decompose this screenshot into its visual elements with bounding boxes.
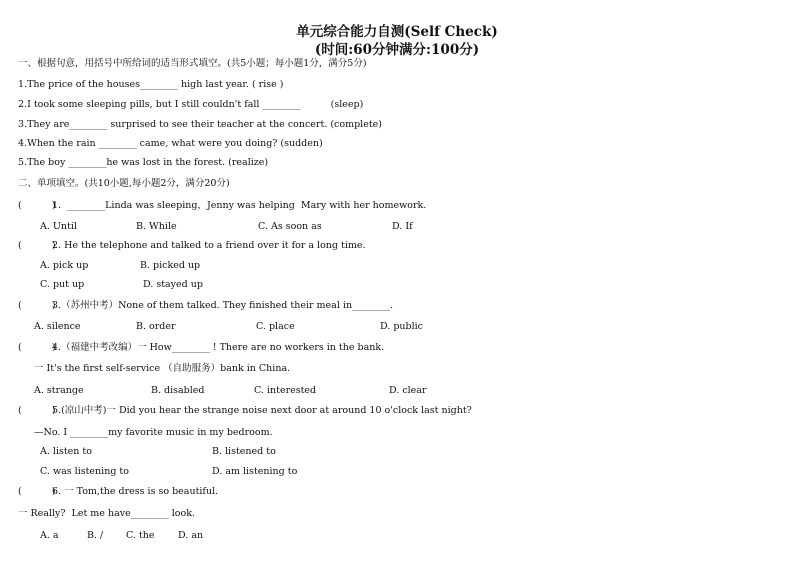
question-6-reply: 一 Really? Let me have________ look. (18, 508, 195, 519)
fill-item-5: 5.The boy ________he was lost in the forest. (realize) (18, 157, 269, 168)
fill-item-2: 2.I took some sleeping pills, but I still couldn't fall ________ (sleep) (18, 99, 364, 110)
option-a: A. Until (40, 221, 77, 232)
option-a: A. strange (34, 385, 84, 396)
answer-paren: ( ) (18, 405, 56, 416)
question-2-stem: 2. He the telephone and talked to a friend over it for a long time. (52, 240, 366, 251)
option-b: B. picked up (140, 260, 201, 271)
option-d: D. an (178, 530, 204, 541)
fill-item-3: 3.They are________ surprised to see their teacher at the concert. (complete) (18, 119, 382, 130)
page-title: 单元综合能力自测(Self Check) (296, 24, 498, 40)
option-b: B. While (136, 221, 177, 232)
option-b: B. order (136, 321, 176, 332)
option-a: A. silence (34, 321, 81, 332)
answer-paren: ( ) (18, 200, 56, 211)
option-a: A. pick up (40, 260, 89, 271)
question-1-stem: 1. ________Linda was sleeping，Jenny was helping Mary with her homework. (52, 200, 427, 211)
question-6-stem: 6. 一 Tom,the dress is so beautiful. (52, 486, 219, 497)
option-c: C. place (256, 321, 295, 332)
option-d: D. If (392, 221, 413, 232)
answer-paren: ( ) (18, 300, 56, 311)
question-5-reply: —No. I ________my favorite music in my bedroom. (34, 427, 273, 438)
option-d: D. am listening to (212, 466, 298, 477)
answer-paren: ( ) (18, 342, 56, 353)
option-d: D. public (380, 321, 423, 332)
option-c: C. interested (254, 385, 317, 396)
answer-paren: ( ) (18, 240, 56, 251)
question-5-stem: 5.(凉山中考)一 Did you hear the strange noise next door at around 10 o'clock last night? (52, 405, 472, 416)
option-b: B. listened to (212, 446, 276, 457)
option-b: B. / (87, 530, 104, 541)
option-d: D. clear (389, 385, 427, 396)
section1-heading: 一、根据句意，用括号中所给词的适当形式填空。(共5小题；每小题1分，满分5分) (18, 58, 367, 69)
fill-item-4: 4.When the rain ________ came, what were you doing? (sudden) (18, 138, 323, 149)
option-a: A. a (40, 530, 59, 541)
answer-paren: ( ) (18, 486, 56, 497)
option-c: C. was listening to (40, 466, 129, 477)
question-4-stem: 4.（福建中考改编）一 How________ ! There are no workers in the bank. (52, 342, 385, 353)
fill-item-1: 1.The price of the houses________ high last year. ( rise ) (18, 79, 284, 90)
question-4-reply: 一 It's the first self-service （自助服务）bank in China. (34, 363, 291, 374)
option-c: C. put up (40, 279, 85, 290)
option-b: B. disabled (151, 385, 205, 396)
option-d: D. stayed up (143, 279, 203, 290)
page-subtitle: (时间:60分钟满分:100分) (314, 42, 480, 58)
option-a: A. listen to (40, 446, 92, 457)
option-c: C. As soon as (258, 221, 322, 232)
option-c: C. the (126, 530, 155, 541)
question-3-stem: 3.（苏州中考）None of them talked. They finished their meal in________. (52, 300, 394, 311)
section2-heading: 二、单项填空。(共10小题,每小题2分，满分20分) (18, 178, 230, 189)
